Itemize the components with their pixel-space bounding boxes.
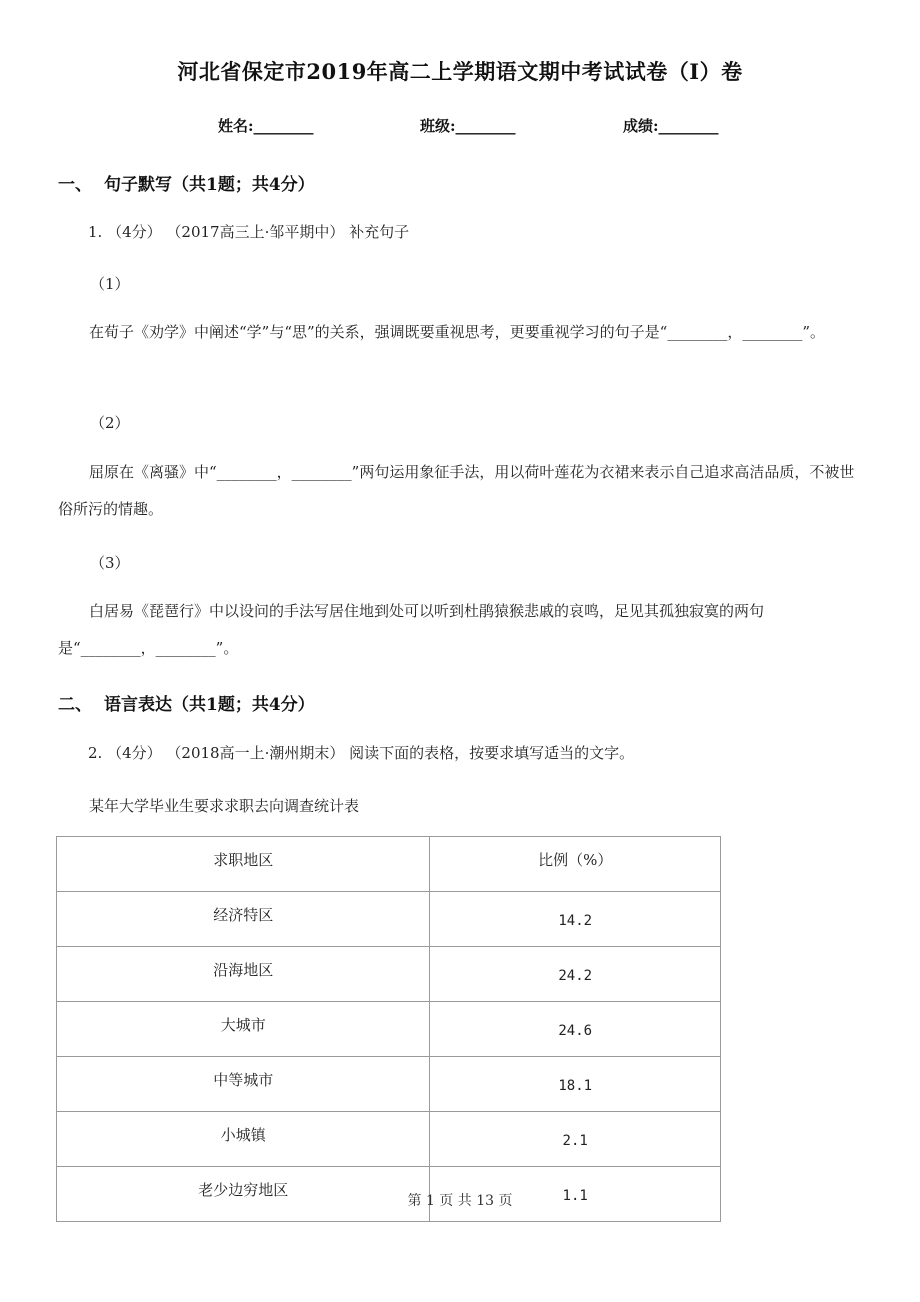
ratio-cell: 2.1 (430, 1112, 721, 1167)
part-text-2: 屈原在《离骚》中“________，________”两句运用象征手法，用以荷叶莲花为衣裙来表示自己追求高洁品质，不被世俗所污的情趣。 (58, 463, 855, 518)
part-label-2: （2） (90, 414, 130, 432)
table-row (57, 947, 721, 1002)
column-header-region: 求职地区 (57, 837, 430, 892)
table-row (57, 1002, 721, 1057)
section-heading-1 (58, 170, 315, 195)
ratio-cell: 14.2 (430, 892, 721, 947)
part-text-3: 白居易《琵琶行》中以设问的手法写居住地到处可以听到杜鹃猿猴悲戚的哀鸣，足见其孤独寂寞的两句是“________，________”。 (58, 602, 765, 657)
job-destination-table (56, 836, 721, 1222)
question-number: 2. (88, 744, 103, 762)
question-points: （4分） (107, 223, 162, 241)
exam-title: 河北省保定市2019年高二上学期语文期中考试试卷（I）卷 (177, 59, 743, 84)
region-cell: 大城市 (57, 1002, 430, 1057)
question-source: （2017高三上·邹平期中） (166, 223, 345, 241)
page-number: 第 1 页 共 13 页 (407, 1193, 513, 1209)
part-label-3: （3） (90, 554, 130, 572)
table-row (57, 892, 721, 947)
region-cell: 老少边穷地区 (57, 1167, 430, 1222)
column-header-ratio: 比例（%） (430, 837, 721, 892)
ratio-cell: 1.1 (430, 1167, 721, 1222)
question-1-header (88, 221, 409, 242)
section-title: 句子默写（共1题；共4分） (104, 175, 315, 195)
question-source: （2018高一上·潮州期末） (166, 744, 345, 762)
student-score-field: 成绩:________ (623, 117, 719, 135)
question-number: 1. (88, 223, 103, 241)
region-cell: 经济特区 (57, 892, 430, 947)
table-header-row (57, 837, 721, 892)
table-row (57, 1112, 721, 1167)
region-cell: 中等城市 (57, 1057, 430, 1112)
student-name-field: 姓名:________ (218, 117, 314, 135)
section-heading-2 (58, 690, 315, 715)
section-title: 语言表达（共1题；共4分） (104, 695, 315, 715)
section-number: 一、 (58, 175, 92, 195)
question-points: （4分） (107, 744, 162, 762)
table-row (57, 1057, 721, 1112)
ratio-cell: 18.1 (430, 1057, 721, 1112)
ratio-cell: 24.6 (430, 1002, 721, 1057)
question-2-header (88, 742, 634, 763)
table-caption: 某年大学毕业生要求求职去向调查统计表 (89, 797, 360, 815)
region-cell: 沿海地区 (57, 947, 430, 1002)
question-prompt: 阅读下面的表格，按要求填写适当的文字。 (349, 744, 635, 762)
section-number: 二、 (58, 695, 92, 715)
part-text-1: 在荀子《劝学》中阐述“学”与“思”的关系，强调既要重视思考，更要重视学习的句子是“________，________”。 (89, 323, 826, 341)
student-class-field: 班级:________ (420, 117, 516, 135)
question-prompt: 补充句子 (349, 223, 410, 241)
ratio-cell: 24.2 (430, 947, 721, 1002)
region-cell: 小城镇 (57, 1112, 430, 1167)
part-label-1: （1） (90, 275, 130, 293)
